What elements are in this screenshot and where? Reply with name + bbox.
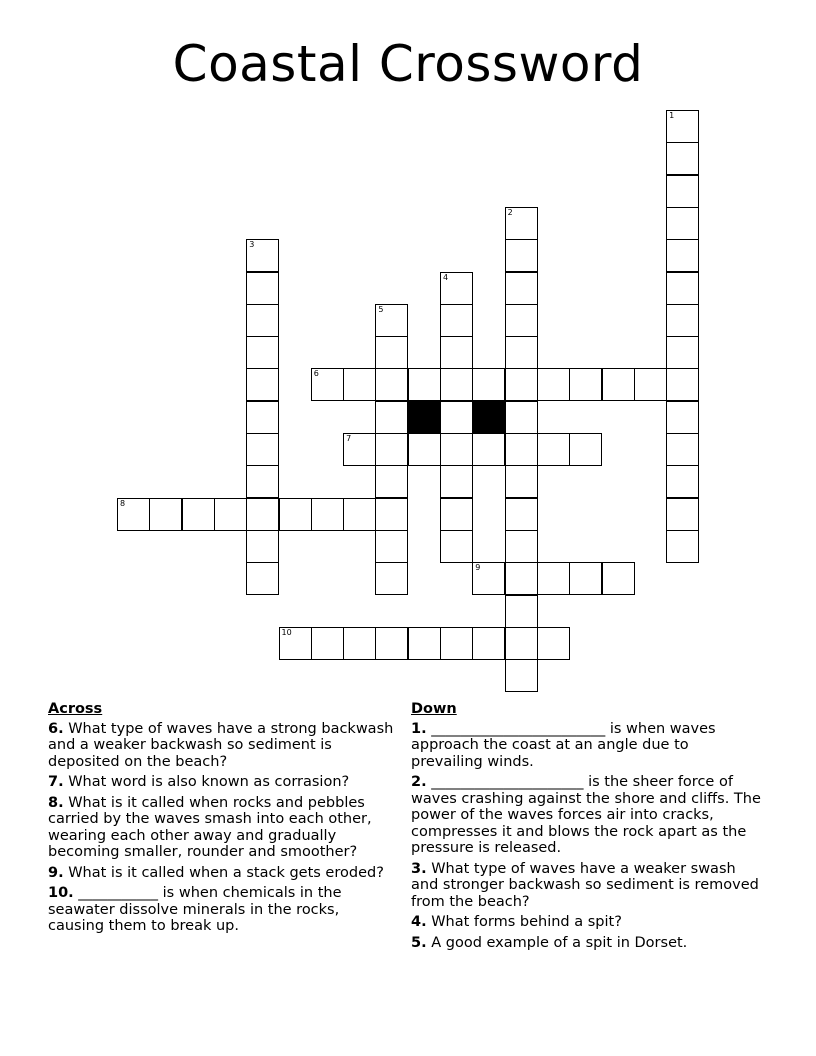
grid-cell[interactable] xyxy=(634,368,667,401)
grid-cell[interactable] xyxy=(375,368,408,401)
numbered-cell[interactable] xyxy=(343,433,376,466)
grid-cell[interactable] xyxy=(246,368,279,401)
grid-cell[interactable] xyxy=(440,465,473,498)
clue-across-8 xyxy=(48,795,398,861)
grid-cell[interactable] xyxy=(408,433,441,466)
grid-cell[interactable] xyxy=(666,401,699,434)
grid-cell[interactable] xyxy=(666,207,699,240)
cell-number: 3 xyxy=(249,240,255,250)
grid-cell[interactable] xyxy=(343,627,376,660)
clue-text: A good example of a spit in Dorset. xyxy=(431,934,688,951)
grid-cell[interactable] xyxy=(666,336,699,369)
clue-text: _____________________ is the sheer force of waves crashing against the shore and cliffs. The power of the waves forces air into cracks, compresses it and blows the rock apart as the pressure is released. xyxy=(411,774,761,856)
grid-cell[interactable] xyxy=(505,498,538,531)
grid-cell[interactable] xyxy=(440,336,473,369)
grid-cell[interactable] xyxy=(666,239,699,272)
grid-cell[interactable] xyxy=(602,562,635,595)
grid-cell[interactable] xyxy=(666,272,699,305)
grid-cell[interactable] xyxy=(375,627,408,660)
grid-cell[interactable] xyxy=(246,433,279,466)
grid-cell[interactable] xyxy=(246,336,279,369)
clue-text: What type of waves have a strong backwash and a weaker backwash so sediment is deposited on the beach? xyxy=(48,720,394,770)
clue-number: 7. xyxy=(48,774,64,790)
grid-cell[interactable] xyxy=(666,368,699,401)
grid-cell[interactable] xyxy=(246,530,279,563)
grid-cell[interactable] xyxy=(666,304,699,337)
numbered-cell[interactable] xyxy=(117,498,150,531)
numbered-cell[interactable] xyxy=(472,562,505,595)
grid-cell[interactable] xyxy=(537,562,570,595)
numbered-cell[interactable] xyxy=(505,207,538,240)
grid-cell[interactable] xyxy=(246,304,279,337)
grid-cell[interactable] xyxy=(537,627,570,660)
clue-text: What word is also known as corrasion? xyxy=(68,774,350,790)
grid-cell[interactable] xyxy=(505,659,538,692)
numbered-cell[interactable] xyxy=(311,368,344,401)
grid-cell[interactable] xyxy=(602,368,635,401)
cell-number: 7 xyxy=(346,434,352,443)
grid-cell[interactable] xyxy=(666,530,699,563)
grid-cell[interactable] xyxy=(375,401,408,434)
grid-cell[interactable] xyxy=(343,368,376,401)
grid-cell[interactable] xyxy=(343,498,376,531)
clue-number: 1. xyxy=(411,720,427,737)
grid-cell[interactable] xyxy=(182,498,215,531)
clue-text: ________________________ is when waves approach the coast at an angle due to prevailing winds. xyxy=(411,720,716,770)
grid-cell[interactable] xyxy=(472,433,505,466)
clue-number: 9. xyxy=(48,864,64,881)
clue-down-4 xyxy=(411,914,761,931)
cell-number: 6 xyxy=(313,369,319,379)
down-clues xyxy=(411,701,761,955)
blocked-cell xyxy=(472,401,505,434)
grid-cell[interactable] xyxy=(569,433,602,466)
grid-cell[interactable] xyxy=(505,595,538,628)
grid-cell[interactable] xyxy=(505,336,538,369)
clue-text: What is it called when rocks and pebbles carried by the waves smash into each other, wearing each other away and gradually becoming smaller, rounder and smoother? xyxy=(48,794,372,860)
grid-cell[interactable] xyxy=(149,498,182,531)
grid-cell[interactable] xyxy=(246,498,279,531)
clue-number: 6. xyxy=(48,720,64,737)
grid-cell[interactable] xyxy=(440,433,473,466)
grid-cell[interactable] xyxy=(246,562,279,595)
grid-cell[interactable] xyxy=(505,368,538,401)
clue-number: 5. xyxy=(411,934,427,951)
grid-cell[interactable] xyxy=(440,304,473,337)
blocked-cell xyxy=(408,401,441,434)
grid-cell[interactable] xyxy=(440,627,473,660)
clue-text: What is it called when a stack gets eroded? xyxy=(68,864,384,881)
grid-cell[interactable] xyxy=(666,433,699,466)
grid-cell[interactable] xyxy=(375,433,408,466)
clue-down-1 xyxy=(411,721,761,771)
grid-cell[interactable] xyxy=(505,530,538,563)
grid-cell[interactable] xyxy=(569,368,602,401)
clue-down-3 xyxy=(411,861,761,911)
cell-number: 10 xyxy=(281,627,292,637)
puzzle-title: Coastal Crossword xyxy=(172,35,644,93)
grid-cell[interactable] xyxy=(311,498,344,531)
numbered-cell[interactable] xyxy=(440,272,473,305)
grid-cell[interactable] xyxy=(505,304,538,337)
cell-number: 4 xyxy=(443,272,449,282)
grid-cell[interactable] xyxy=(569,562,602,595)
grid-cell[interactable] xyxy=(666,498,699,531)
clue-number: 3. xyxy=(411,860,427,877)
cell-number: 1 xyxy=(669,111,675,120)
clue-text: What forms behind a spit? xyxy=(431,914,622,930)
grid-cell[interactable] xyxy=(246,272,279,305)
grid-cell[interactable] xyxy=(375,530,408,563)
grid-cell[interactable] xyxy=(375,465,408,498)
grid-cell[interactable] xyxy=(505,433,538,466)
grid-cell[interactable] xyxy=(440,498,473,531)
grid-cell[interactable] xyxy=(505,562,538,595)
numbered-cell[interactable] xyxy=(279,627,312,660)
numbered-cell[interactable] xyxy=(375,304,408,337)
grid-cell[interactable] xyxy=(246,465,279,498)
grid-cell[interactable] xyxy=(505,239,538,272)
clue-number: 10. xyxy=(48,885,74,901)
grid-cell[interactable] xyxy=(505,627,538,660)
grid-cell[interactable] xyxy=(505,465,538,498)
grid-cell[interactable] xyxy=(472,627,505,660)
grid-cell[interactable] xyxy=(408,368,441,401)
grid-cell[interactable] xyxy=(505,272,538,305)
grid-cell[interactable] xyxy=(666,465,699,498)
clue-down-5 xyxy=(411,935,761,952)
grid-cell[interactable] xyxy=(440,530,473,563)
clue-number: 4. xyxy=(411,914,427,930)
grid-cell[interactable] xyxy=(472,368,505,401)
clue-number: 8. xyxy=(48,794,64,811)
cell-number: 5 xyxy=(378,304,384,314)
grid-cell[interactable] xyxy=(214,498,247,531)
clue-text: What type of waves have a weaker swash and stronger backwash so sediment is removed from the beach? xyxy=(411,860,759,910)
clue-across-10 xyxy=(48,885,398,935)
clue-across-9 xyxy=(48,865,398,882)
across-heading: Across xyxy=(48,701,103,717)
clue-text: ___________ is when chemicals in the seawater dissolve minerals in the rocks, causing them to break up. xyxy=(48,885,342,934)
grid-cell[interactable] xyxy=(505,401,538,434)
clue-number: 2. xyxy=(411,774,427,790)
clue-across-6 xyxy=(48,721,398,771)
grid-cell[interactable] xyxy=(440,401,473,434)
cell-number: 9 xyxy=(475,563,481,573)
cell-number: 2 xyxy=(507,207,513,217)
grid-cell[interactable] xyxy=(440,368,473,401)
grid-cell[interactable] xyxy=(375,498,408,531)
grid-cell[interactable] xyxy=(537,433,570,466)
grid-cell[interactable] xyxy=(246,401,279,434)
down-heading: Down xyxy=(411,701,457,717)
grid-cell[interactable] xyxy=(537,368,570,401)
grid-cell[interactable] xyxy=(375,336,408,369)
grid-cell[interactable] xyxy=(375,562,408,595)
grid-cell[interactable] xyxy=(408,627,441,660)
clue-down-2 xyxy=(411,774,761,857)
numbered-cell[interactable] xyxy=(666,110,699,143)
grid-cell[interactable] xyxy=(666,175,699,208)
grid-cell[interactable] xyxy=(279,498,312,531)
across-clues xyxy=(48,701,398,939)
clue-across-7 xyxy=(48,774,398,791)
grid-cell[interactable] xyxy=(311,627,344,660)
cell-number: 8 xyxy=(120,498,126,508)
grid-cell[interactable] xyxy=(666,142,699,175)
numbered-cell[interactable] xyxy=(246,239,279,272)
